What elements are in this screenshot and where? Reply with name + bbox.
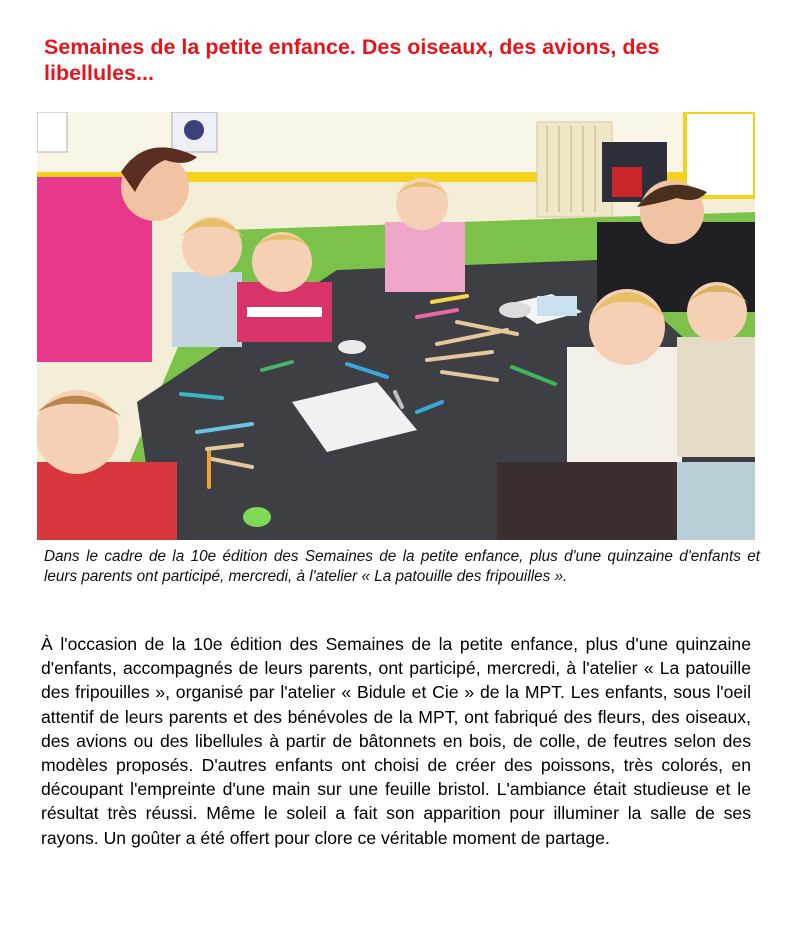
- photo-chair: [677, 462, 755, 540]
- photo-caption: Dans le cadre de la 10e édition des Semaines de la petite enfance, plus d'une quinzaine d'enfants et leurs parents ont participé, mercredi, à l'atelier « La patouille des fripouilles ».: [44, 548, 760, 585]
- article-body: À l'occasion de la 10e édition des Semaines de la petite enfance, plus d'une quinzaine d'enfants, accompagnés de leurs parents, ont participé, mercredi, à l'atelier « La patouille des fripouilles », organisé par l'atelier « Bidule et Cie » de la MPT. Les enfants, sous l'oeil attentif de leurs parents et des bénévoles de la MPT, ont fabriqué des fleurs, des oiseaux, des avions ou des libellules à partir de bâtonnets en bois, de colle, de feutres selon des modèles proposés. D'autres enfants ont choisi de créer des poissons, très colorés, en découpant l'empreinte d'une main sur une feuille bristol. L'ambiance était studieuse et le résultat très réussi. Même le soleil a fait son apparition pour illuminer la salle de ses rayons. Un goûter a été offert pour clore ce véritable moment de partage.: [41, 634, 751, 848]
- photo-window: [685, 112, 755, 197]
- photo-poster-left: [37, 112, 67, 152]
- photo-frog-toy: [243, 507, 271, 527]
- photo-child-far-right: [677, 337, 755, 457]
- article-photo: [37, 112, 755, 540]
- photo-girl-glasses: [172, 272, 242, 347]
- article-title: Semaines de la petite enfance. Des oiseaux, des avions, des libellules...: [44, 35, 660, 85]
- photo-radiator: [537, 122, 612, 217]
- photo-boy-red: [37, 462, 177, 540]
- photo-glue-pot: [338, 340, 366, 354]
- photo-girl-back: [385, 222, 465, 292]
